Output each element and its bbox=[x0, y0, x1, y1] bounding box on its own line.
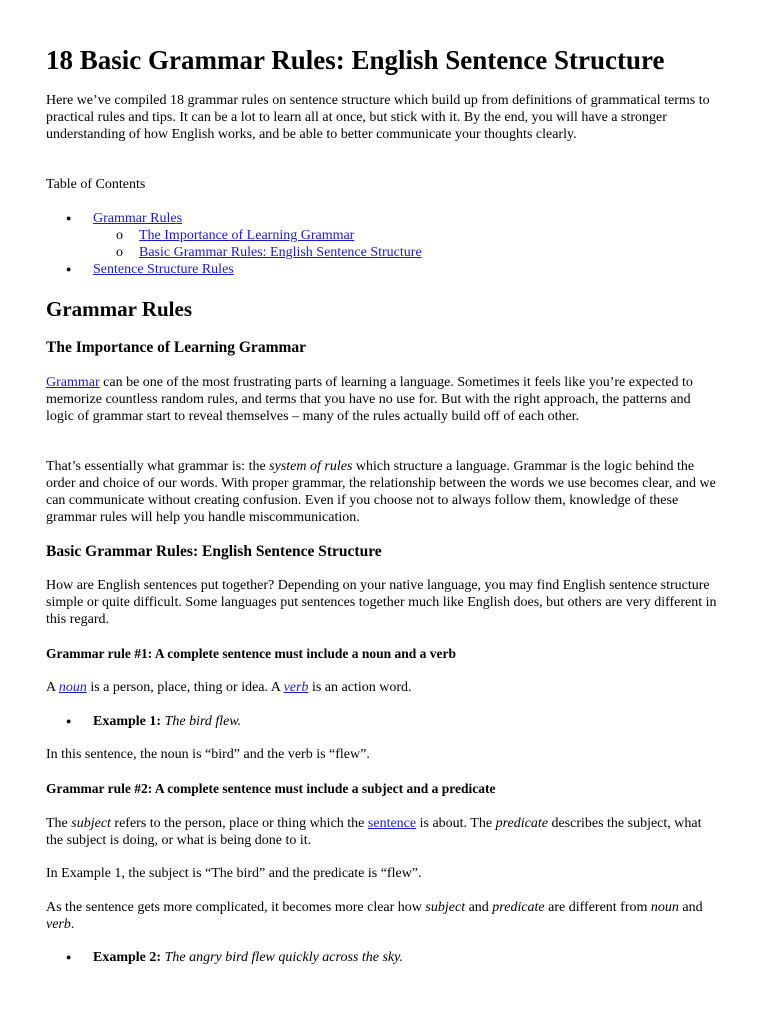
basic-rules-paragraph: How are English sentences put together? Depending on your native language, you may find English sentence structure simple or quite difficult. Some languages put sentences together much like English does, but others are very different in this regard. bbox=[46, 578, 717, 627]
rule-2-example-explanation: In Example 1, the subject is “The bird” and the predicate is “flew”. bbox=[46, 866, 422, 881]
bullet-icon: ● bbox=[66, 952, 72, 962]
circle-bullet-icon: o bbox=[116, 228, 123, 243]
toc-link-importance[interactable]: The Importance of Learning Grammar bbox=[139, 228, 355, 243]
subheading-importance: The Importance of Learning Grammar bbox=[46, 339, 307, 356]
rule-1-explanation: In this sentence, the noun is “bird” and the verb is “flew”. bbox=[46, 747, 370, 762]
importance-paragraph-2: That’s essentially what grammar is: the system of rules which structure a language. Grammar is the logic behind the order and choice of our words. With proper grammar, the relationship between the words we use becomes clear, and we can communicate without creating confusion. Even if you choose not to always follow them, knowledge of these grammar rules will help you handle miscommunication. bbox=[46, 459, 716, 525]
toc-link-sentence-structure[interactable]: Sentence Structure Rules bbox=[93, 262, 234, 277]
rule-1-heading: Grammar rule #1: A complete sentence must include a noun and a verb bbox=[46, 646, 456, 661]
section-heading-grammar-rules: Grammar Rules bbox=[46, 297, 193, 321]
noun-link[interactable]: noun bbox=[58, 680, 87, 695]
example-2: Example 2: The angry bird flew quickly across the sky. bbox=[93, 950, 404, 965]
sentence-link[interactable]: sentence bbox=[367, 816, 417, 831]
rule-2-heading: Grammar rule #2: A complete sentence must include a subject and a predicate bbox=[46, 781, 496, 796]
toc-link-grammar-rules[interactable]: Grammar Rules bbox=[93, 211, 183, 226]
bullet-icon: ● bbox=[66, 213, 72, 223]
example-1: Example 1: The bird flew. bbox=[93, 714, 242, 729]
grammar-link[interactable]: Grammar bbox=[46, 375, 100, 390]
intro-paragraph: Here we’ve compiled 18 grammar rules on sentence structure which build up from definitions of grammatical terms to practical rules and tips. It can be a lot to learn all at once, but stick with it. By the end, you will have a stronger understanding of how English works, and be able to better communicate your thoughts clearly. bbox=[46, 93, 710, 142]
rule-2-definition: The subject refers to the person, place or thing which the sentence is about. The predicate describes the subject, what the subject is doing, or what is being done to it. bbox=[46, 816, 702, 848]
page-title: 18 Basic Grammar Rules: English Sentence Structure bbox=[46, 45, 665, 75]
importance-paragraph-1: Grammar can be one of the most frustrating parts of learning a language. Sometimes it feels like you’re expected to memorize countless random rules, and terms that you have no use for. But with the right approach, the patterns and logic of grammar start to reveal themselves – many of the rules actually build off of each other. bbox=[46, 375, 693, 424]
verb-link[interactable]: verb bbox=[283, 680, 309, 695]
rule-1-definition: A noun is a person, place, thing or idea. A verb is an action word. bbox=[46, 680, 412, 695]
circle-bullet-icon: o bbox=[116, 245, 123, 260]
subheading-basic-rules: Basic Grammar Rules: English Sentence Structure bbox=[46, 543, 382, 560]
toc-label: Table of Contents bbox=[46, 177, 146, 192]
bullet-icon: ● bbox=[66, 264, 72, 274]
bullet-icon: ● bbox=[66, 716, 72, 726]
toc-link-basic-rules[interactable]: Basic Grammar Rules: English Sentence Structure bbox=[139, 245, 422, 260]
rule-2-comparison: As the sentence gets more complicated, it becomes more clear how subject and predicate are different from noun and verb. bbox=[46, 900, 703, 932]
